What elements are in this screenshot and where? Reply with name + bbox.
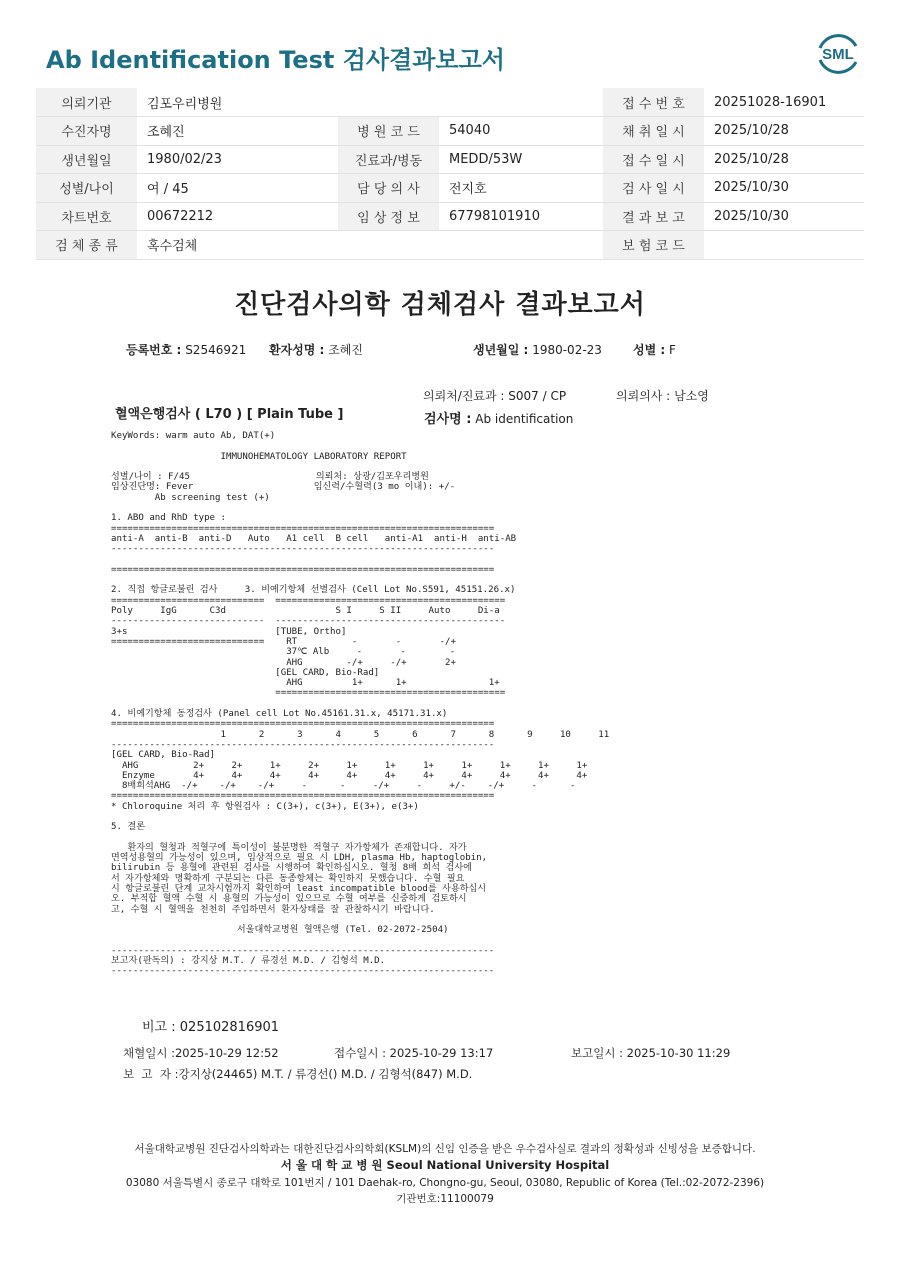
info-label: 차트번호 xyxy=(36,202,137,231)
info-value: 전지호 xyxy=(439,174,603,203)
info-label: 진료과/병동 xyxy=(338,145,439,174)
referring-dept: 의뢰처/진료과 : S007 / CP xyxy=(423,389,567,403)
info-value: 김포우리병원 xyxy=(137,88,603,117)
info-value: 67798101910 xyxy=(439,202,603,231)
footer-hospital: 서 울 대 학 교 병 원 Seoul National University Hospital xyxy=(280,1158,610,1172)
info-value: 2025/10/28 xyxy=(704,145,864,174)
info-row xyxy=(36,117,864,146)
info-label: 생년월일 xyxy=(36,145,137,174)
patient-info-table xyxy=(36,88,864,260)
report-time: 보고일시 : 2025-10-30 11:29 xyxy=(571,1046,731,1060)
test-name: 검사명 : Ab identification xyxy=(424,412,574,427)
info-row xyxy=(36,202,864,231)
test-group: 혈액은행검사 ( L70 ) [ Plain Tube ] xyxy=(115,407,344,422)
info-value: 2025/10/28 xyxy=(704,117,864,146)
info-value: 00672212 xyxy=(137,202,338,231)
info-value: 여 / 45 xyxy=(137,174,338,203)
info-label: 임 상 정 보 xyxy=(338,202,439,231)
info-row xyxy=(36,145,864,174)
info-label: 검 사 일 시 xyxy=(603,174,704,203)
info-row xyxy=(36,231,864,260)
sex: 성별 : F xyxy=(633,343,676,357)
info-label: 보 험 코 드 xyxy=(603,231,704,260)
info-row xyxy=(36,88,864,117)
birth-date: 생년월일 : 1980-02-23 xyxy=(473,343,602,357)
logo-text: SML xyxy=(822,46,854,63)
info-value: 혹수검체 xyxy=(137,231,603,260)
lab-report-body: KeyWords: warm auto Ab, DAT(+) IMMUNOHEMATOLOGY LABORATORY REPORT 성별/나이 : F/45 의뢰처: 상광/김포우리병원 임상진단명: Fever 임신력/수혈력(3 mo 이내): +/- Ab screening test (+) 1. ABO and RhD type : ====================================================================== anti-A anti-B anti-D Auto A1 cell B cell anti-A1 anti-H anti-AB ---------------------------------------------------------------------- ====================================================================== 2. 직접 항글로불린 검사 3. 비예기항체 선별검사 (Cell Lot No.S591, 45151.26.x) ============================ ========================================== Poly IgG C3d S I S II Auto Di-a ---------------------------- ------------------------------------------ 3+s [TUBE, Ortho] ============================ RT - - -/+ 37℃ Alb - - - AHG -/+ -/+ 2+ [GEL CARD, Bio-Rad] AHG 1+ 1+ 1+ ========================================== 4. 비예기항체 동정검사 (Panel cell Lot No.45161.31.x, 45171.31.x) ====================================================================== 1 2 3 4 5 6 7 8 9 10 11 ---------------------------------------------------------------------- [GEL CARD, Bio-Rad] AHG 2+ 2+ 1+ 2+ 1+ 1+ 1+ 1+ 1+ 1+ 1+ Enzyme 4+ 4+ 4+ 4+ 4+ 4+ 4+ 4+ 4+ 4+ 4+ 8배희석AHG -/+ -/+ -/+ - - -/+ - +/- -/+ - - ====================================================================== * Chloroquine 처리 후 항원검사 : C(3+), c(3+), E(3+), e(3+) 5. 결론 환자의 혈청과 적혈구에 특이성이 불분명한 적혈구 자가항체가 존재합니다. 자가 면역성용혈의 가능성이 있으며, 임상적으로 필요 시 LDH, plasma Hb, haptoglobin, bilirubin 등 용혈에 관련된 검사를 시행하여 확인하십시오. 혈청 8배 희석 검사에 서 자가항체와 명확하게 구분되는 다른 동종항체는 확인하지 못했습니다. 수혈 필요 시 항글로불린 단계 교차시험까지 확인하여 least incompatible blood를 사용하십시 오. 부적합 혈액 수혈 시 용혈의 가능성이 있으므로 수혈 여부를 신중하게 검토하시 고, 수혈 시 혈액을 천천히 주입하면서 환자상태를 잘 관찰하시기 바랍니다. 서울대학교병원 혈액은행 (Tel. 02-2072-2504) ---------------------------------------------------------------------- 보고자(판독의) : 강지상 M.T. / 류경선 M.D. / 김형석 M.D. ---------------------------------------------------------------------- xyxy=(111,431,610,977)
info-value xyxy=(704,231,864,260)
info-label: 의뢰기관 xyxy=(36,88,137,117)
info-label: 채 취 일 시 xyxy=(603,117,704,146)
patient-name: 환자성명 : 조혜진 xyxy=(269,343,363,357)
info-label: 병 원 코 드 xyxy=(338,117,439,146)
sml-logo xyxy=(812,28,864,78)
info-row xyxy=(36,174,864,203)
info-value: MEDD/53W xyxy=(439,145,603,174)
receipt-time: 접수일시 : 2025-10-29 13:17 xyxy=(334,1046,494,1060)
info-label: 결 과 보 고 xyxy=(603,202,704,231)
info-value: 2025/10/30 xyxy=(704,174,864,203)
info-label: 수진자명 xyxy=(36,117,137,146)
page-title: Ab Identification Test 검사결과보고서 xyxy=(46,46,505,74)
info-value: 54040 xyxy=(439,117,603,146)
footer-institution-no: 기관번호:11100079 xyxy=(396,1193,494,1205)
info-label: 접 수 번 호 xyxy=(603,88,704,117)
remark: 비고 : 025102816901 xyxy=(142,1020,280,1035)
info-value: 조혜진 xyxy=(137,117,338,146)
registration-no: 등록번호 : S2546921 xyxy=(126,343,247,357)
referring-doctor: 의뢰의사 : 남소영 xyxy=(616,389,709,403)
footer-certification: 서울대학교병원 진단검사의학과는 대한진단검사의학회(KSLM)의 신임 인증을 받은 우수검사실로 결과의 정확성과 신빙성을 보증합니다. xyxy=(134,1143,756,1155)
reporter: 보 고 자 :강지상(24465) M.T. / 류경선() M.D. / 김형석(847) M.D. xyxy=(123,1067,473,1081)
info-label: 접 수 일 시 xyxy=(603,145,704,174)
info-value: 2025/10/30 xyxy=(704,202,864,231)
info-value: 1980/02/23 xyxy=(137,145,338,174)
info-value: 20251028-16901 xyxy=(704,88,864,117)
footer-address: 03080 서울특별시 종로구 대학로 101번지 / 101 Daehak-ro, Chongno-gu, Seoul, 03080, Republic of Korea (Tel.:02-2072-2396) xyxy=(125,1177,765,1189)
collection-time: 채혈일시 :2025-10-29 12:52 xyxy=(123,1046,279,1060)
info-label: 담 당 의 사 xyxy=(338,174,439,203)
report-heading: 진단검사의학 검체검사 결과보고서 xyxy=(234,290,646,320)
info-label: 성별/나이 xyxy=(36,174,137,203)
info-label: 검 체 종 류 xyxy=(36,231,137,260)
